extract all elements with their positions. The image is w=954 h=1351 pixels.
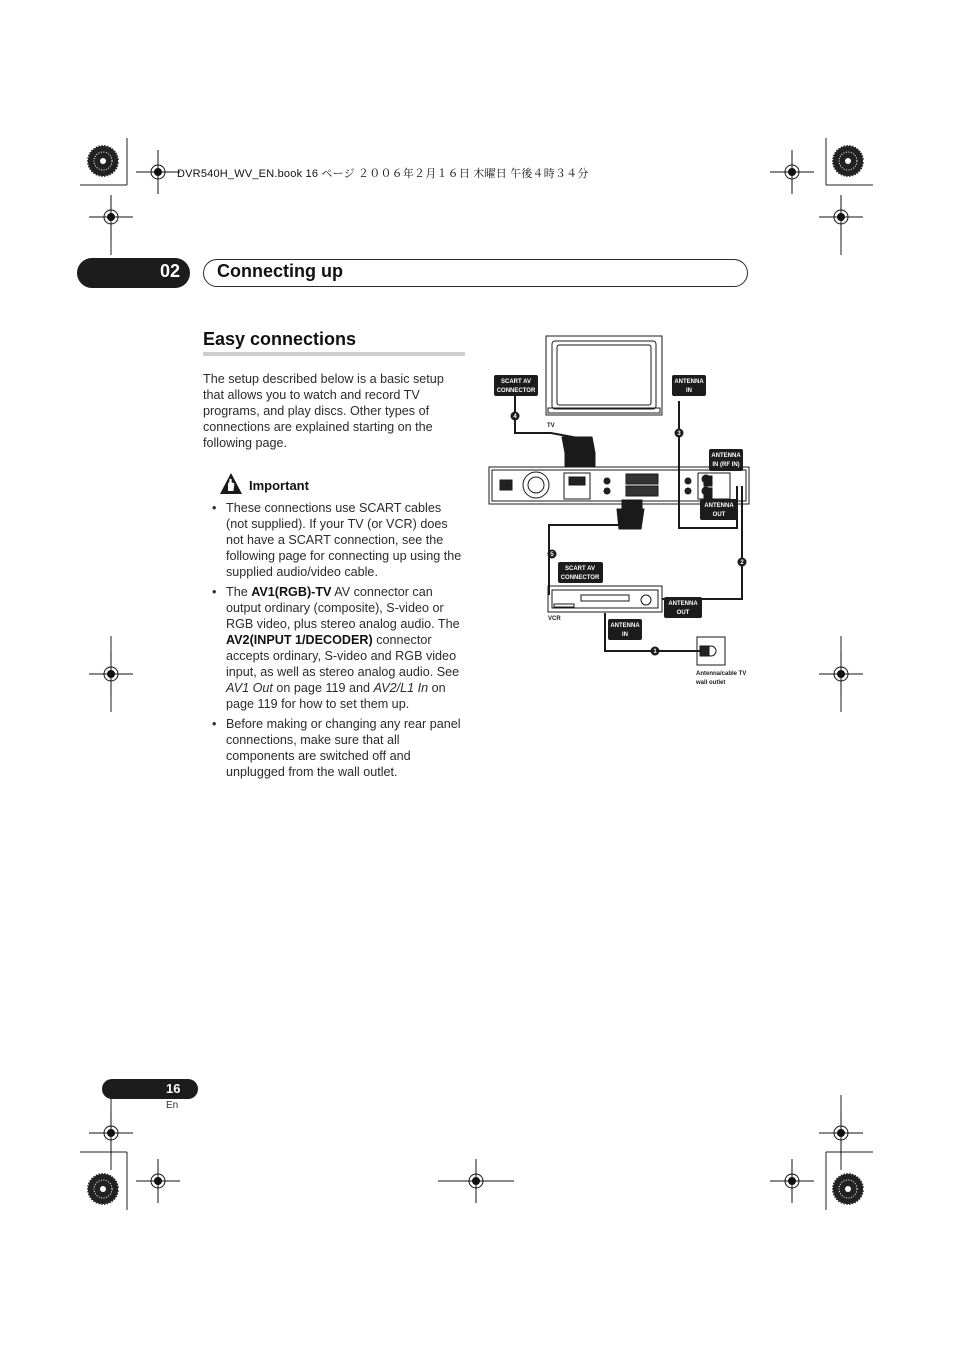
- section-title: Easy connections: [203, 329, 357, 349]
- antenna-in-vcr-label-line2: IN: [622, 632, 628, 638]
- antenna-out-vcr-label-line2: OUT: [676, 610, 690, 616]
- book-info-line: DVR540H_WV_EN.book 16 ページ ２００６年２月１６日 木曜日 午後４時３４分: [177, 168, 589, 180]
- wall-outlet-label-line2: wall outlet: [696, 680, 726, 686]
- bullet-text: The: [226, 585, 252, 599]
- av2-l1-in-reference: AV2/L1 In: [373, 681, 429, 695]
- antenna-in-tv-label-line1: ANTENNA: [674, 379, 704, 385]
- vcr-illustration: [548, 586, 662, 612]
- antenna-rf-in-label-line2: IN (RF IN): [712, 462, 740, 468]
- chapter-title: Connecting up: [217, 261, 343, 281]
- scart-vcr-label-line2: CONNECTOR: [560, 575, 600, 581]
- page-language: En: [166, 1100, 179, 1111]
- wall-outlet-illustration: [697, 637, 725, 665]
- wall-outlet-label-line1: Antenna/cable TV: [696, 671, 747, 677]
- scart-vcr-label-line1: SCART AV: [565, 566, 595, 572]
- connection-diagram: [486, 333, 756, 693]
- antenna-in-tv-label-line2: IN: [686, 388, 692, 394]
- antenna-rf-in-label-line1: ANTENNA: [711, 453, 741, 459]
- important-list: [212, 500, 466, 784]
- bullet-text: Before making or changing any rear panel connections, make sure that all components are switched off and unplugged from the wall outlet.: [226, 717, 461, 779]
- bullet-text: AV connector can output ordinary (composite), S-video or RGB video, plus stereo analog audio. The: [226, 585, 460, 631]
- chapter-number: 02: [160, 261, 181, 281]
- page-number-tab: [102, 1079, 198, 1099]
- list-item: [212, 716, 466, 780]
- step-number-5: 5: [550, 552, 554, 558]
- scart-tv-label-line1: SCART AV: [501, 379, 531, 385]
- antenna-in-vcr-label-line1: ANTENNA: [610, 623, 640, 629]
- step-number-2: 2: [740, 560, 744, 566]
- antenna-out-recorder-label-line2: OUT: [712, 512, 726, 518]
- bullet-marker: •: [212, 585, 217, 599]
- important-heading: Important: [249, 478, 309, 493]
- bullet-marker: •: [212, 717, 217, 731]
- list-item: [212, 584, 466, 712]
- vcr-label: VCR: [548, 616, 561, 622]
- section-rule: [203, 352, 465, 356]
- scart-tv-label-line2: CONNECTOR: [496, 388, 536, 394]
- antenna-out-vcr-label-line1: ANTENNA: [668, 601, 698, 607]
- bullet-text: These connections use SCART cables (not supplied). If your TV (or VCR) does not have a SCART connection, see the following page for connecting up using the supplied audio/video cable.: [226, 501, 462, 579]
- av1-connector-name: AV1(RGB)-TV: [251, 585, 332, 599]
- av1-out-reference: AV1 Out: [226, 681, 273, 695]
- list-item: [212, 500, 466, 580]
- bullet-marker: •: [212, 501, 217, 515]
- step-number-3: 3: [677, 431, 681, 437]
- step-numbers: [511, 412, 747, 656]
- antenna-out-recorder-label-line1: ANTENNA: [704, 503, 734, 509]
- tv-label: TV: [547, 423, 555, 429]
- av2-connector-name: AV2(INPUT 1/DECODER): [226, 633, 373, 647]
- bullet-text: on page 119 for how to set them up.: [226, 681, 446, 711]
- step-number-1: 1: [653, 649, 657, 655]
- tv-illustration: [546, 336, 662, 415]
- page-number: 16: [166, 1081, 181, 1096]
- bullet-text: on page 119 and: [272, 681, 374, 695]
- important-warning-icon: [219, 472, 243, 496]
- intro-paragraph: The setup described below is a basic setup that allows you to watch and record TV programs, and play discs. Other types of connections are explained starting on the following page.: [203, 372, 444, 450]
- bullet-text: connector accepts ordinary, S-video and RGB video input, as well as stereo analog audio. See: [226, 633, 460, 679]
- step-number-4: 4: [513, 414, 517, 420]
